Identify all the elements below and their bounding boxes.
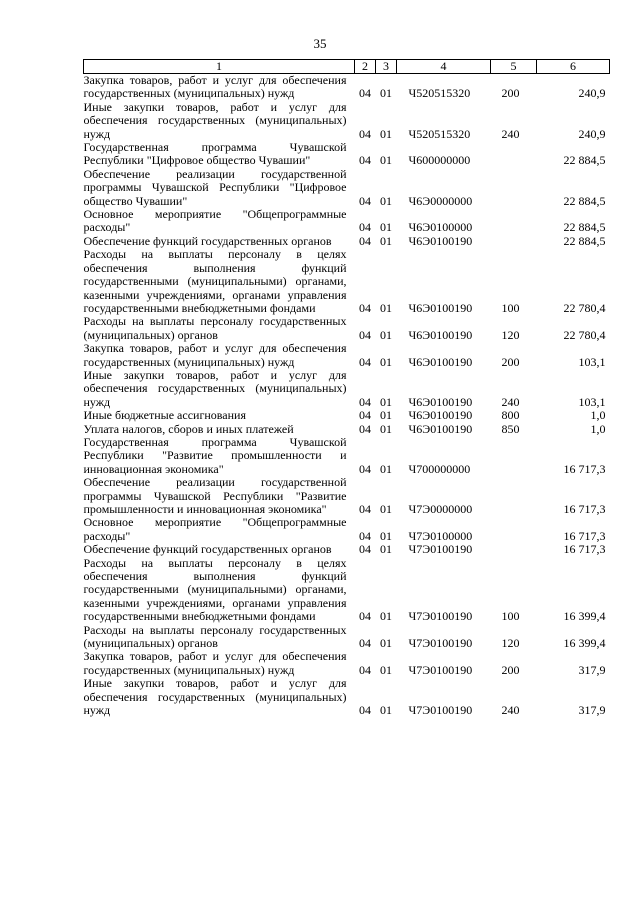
amount-value: 22 780,4 [563,300,606,315]
subsection-code: 01 [380,327,392,342]
target-item-code: Ч6Э0100190 [408,300,473,315]
section-code: 04 [359,300,371,315]
section-code: 04 [359,461,371,476]
subsection-code: 01 [380,542,392,557]
table-row [84,342,610,369]
header-row [84,60,610,74]
target-item-code: Ч6Э0100190 [408,327,473,342]
expense-type-code: 100 [501,300,520,315]
table-row [84,248,610,315]
amount-value: 16 399,4 [563,609,606,624]
expense-type-code [491,168,537,208]
amount-value: 16 399,4 [563,636,606,651]
line-item-name: Обеспечение реализации государственной программы Чувашской Республики "Развитие промышленности и инновационная экономика" [83,475,347,516]
subsection-code: 01 [380,408,392,423]
header-cell-6: 6 [537,60,610,74]
section-code: 04 [359,220,371,235]
target-item-code: Ч6Э0100190 [408,354,473,369]
section-code: 04 [359,408,371,423]
target-item-code: Ч6Э0100190 [408,233,473,248]
expense-type-code [491,141,537,168]
subsection-code: 01 [380,528,392,543]
subsection-code: 01 [380,394,392,409]
expense-type-code: 800 [501,408,520,423]
expense-type-code [491,476,537,516]
table-header [84,60,610,74]
expense-type-code [491,543,537,556]
table-body [84,74,610,718]
target-item-code: Ч520515320 [408,126,471,141]
subsection-code: 01 [380,461,392,476]
expense-type-code [491,436,537,476]
expense-type-code: 240 [501,703,520,718]
amount-value: 16 717,3 [563,528,606,543]
expense-type-code [491,208,537,235]
amount-value: 317,9 [578,662,606,677]
target-item-code: Ч600000000 [408,153,471,168]
expense-type-code [491,516,537,543]
expense-type-code: 200 [501,354,520,369]
section-code: 04 [359,394,371,409]
table-row [84,208,610,235]
expense-type-code [491,235,537,248]
section-code: 04 [359,662,371,677]
subsection-code: 01 [380,126,392,141]
section-code: 04 [359,126,371,141]
section-code: 04 [359,528,371,543]
amount-value: 240,9 [578,86,606,101]
amount-value: 16 717,3 [563,502,606,516]
line-item-name: Основное мероприятие "Общепрограммные расходы" [83,515,347,543]
amount-value: 22 780,4 [563,327,606,342]
amount-value: 22 884,5 [563,153,606,168]
target-item-code: Ч700000000 [408,461,471,476]
line-item-name: Расходы на выплаты персоналу в целях обеспечения выполнения функций государственными (муниципальными) органами, казенными учреждениями, органами управления государственными внебюджетными фондами [83,555,347,624]
target-item-code: Ч6Э0100190 [408,408,473,423]
table-row [84,557,610,624]
amount-value: 317,9 [578,703,606,718]
subsection-code: 01 [380,86,392,101]
table-row [84,543,610,556]
header-cell-5: 5 [491,60,537,74]
subsection-code: 01 [380,421,392,436]
section-code: 04 [359,636,371,651]
expense-type-code: 100 [501,609,520,624]
subsection-code: 01 [380,609,392,624]
table-row [84,436,610,476]
subsection-code: 01 [380,153,392,168]
line-item-name: Уплата налогов, сборов и иных платежей [83,421,294,436]
header-cell-2: 2 [355,60,376,74]
section-code: 04 [359,86,371,101]
expense-type-code: 120 [501,636,520,651]
table-row [84,409,610,422]
line-item-name: Закупка товаров, работ и услуг для обеспечения государственных (муниципальных) нужд [83,341,347,369]
line-item-name: Расходы на выплаты персоналу государственных (муниципальных) органов [83,622,347,651]
header-cell-4: 4 [397,60,491,74]
table-row [84,369,610,409]
section-code: 04 [359,327,371,342]
table-row [84,423,610,436]
target-item-code: Ч7Э0000000 [408,502,473,516]
target-item-code: Ч6Э0100190 [408,421,473,436]
target-item-code: Ч520515320 [408,86,471,101]
target-item-code: Ч7Э0100190 [408,609,473,624]
amount-value: 22 884,5 [563,220,606,235]
amount-value: 103,1 [578,354,606,369]
amount-value: 103,1 [578,394,606,409]
section-code: 04 [359,153,371,168]
amount-value: 1,0 [590,421,606,436]
line-item-name: Расходы на выплаты персоналу государственных (муниципальных) органов [83,314,347,342]
subsection-code: 01 [380,300,392,315]
amount-value: 240,9 [578,126,606,141]
line-item-name: Закупка товаров, работ и услуг для обеспечения государственных (муниципальных) нужд [83,649,347,677]
section-code: 04 [359,609,371,624]
target-item-code: Ч7Э0100190 [408,542,473,557]
table-row [84,650,610,677]
line-item-name: Государственная программа Чувашской Республики "Цифровое общество Чувашии" [83,140,347,168]
line-item-name: Обеспечение функций государственных органов [83,233,332,248]
expense-type-code: 200 [501,662,520,677]
table-row [84,74,610,101]
line-item-name: Иные бюджетные ассигнования [83,408,246,423]
budget-table [83,59,610,718]
target-item-code: Ч6Э0000000 [408,193,473,208]
section-code: 04 [359,421,371,436]
target-item-code: Ч7Э0100000 [408,528,473,543]
table-row [84,235,610,248]
section-code: 04 [359,703,371,718]
header-cell-3: 3 [376,60,397,74]
subsection-code: 01 [380,220,392,235]
table-row [84,516,610,543]
line-item-name: Расходы на выплаты персоналу в целях обеспечения выполнения функций государственными (муниципальными) органами, казенными учреждениями, органами управления государственными внебюджетными фондами [83,247,347,315]
subsection-code: 01 [380,502,392,516]
table-row [84,101,610,141]
target-item-code: Ч7Э0100190 [408,636,473,651]
line-item-name: Основное мероприятие "Общепрограммные расходы" [83,207,347,235]
table-row [84,315,610,342]
line-item-name: Обеспечение функций государственных органов [83,542,332,557]
expense-type-code: 240 [501,126,520,141]
amount-value: 22 884,5 [563,193,606,208]
section-code: 04 [359,233,371,248]
target-item-code: Ч6Э0100190 [408,394,473,409]
expense-type-code: 240 [501,394,520,409]
subsection-code: 01 [380,193,392,208]
line-item-name: Иные закупки товаров, работ и услуг для обеспечения государственных (муниципальных) нужд [83,99,347,141]
subsection-code: 01 [380,233,392,248]
line-item-name: Государственная программа Чувашской Республики "Развитие промышленности и инновационная экономика" [83,434,347,476]
target-item-code: Ч7Э0100190 [408,703,473,718]
expense-type-code: 850 [501,421,520,436]
line-item-name: Обеспечение реализации государственной программы Чувашской Республики "Цифровое общество Чувашии" [83,166,347,208]
amount-value: 22 884,5 [563,233,606,248]
section-code: 04 [359,502,371,516]
line-item-name: Иные закупки товаров, работ и услуг для обеспечения государственных (муниципальных) нужд [83,367,347,409]
table-row [84,141,610,168]
expense-type-code: 200 [501,86,520,101]
line-item-name: Иные закупки товаров, работ и услуг для обеспечения государственных (муниципальных) нужд [83,676,347,718]
target-item-code: Ч6Э0100000 [408,220,473,235]
line-item-name: Закупка товаров, работ и услуг для обеспечения государственных (муниципальных) нужд [83,73,347,101]
subsection-code: 01 [380,354,392,369]
page-number: 35 [313,36,327,51]
amount-value: 1,0 [590,408,606,423]
amount-value: 16 717,3 [563,461,606,476]
amount-value: 16 717,3 [563,542,606,557]
subsection-code: 01 [380,703,392,718]
table-row [84,624,610,651]
expense-type-code: 120 [501,327,520,342]
section-code: 04 [359,193,371,208]
header-cell-1: 1 [84,60,355,74]
subsection-code: 01 [380,662,392,677]
table-row [84,168,610,208]
subsection-code: 01 [380,636,392,651]
table-row [84,677,610,717]
target-item-code: Ч7Э0100190 [408,662,473,677]
table-row [84,476,610,516]
section-code: 04 [359,542,371,557]
section-code: 04 [359,354,371,369]
